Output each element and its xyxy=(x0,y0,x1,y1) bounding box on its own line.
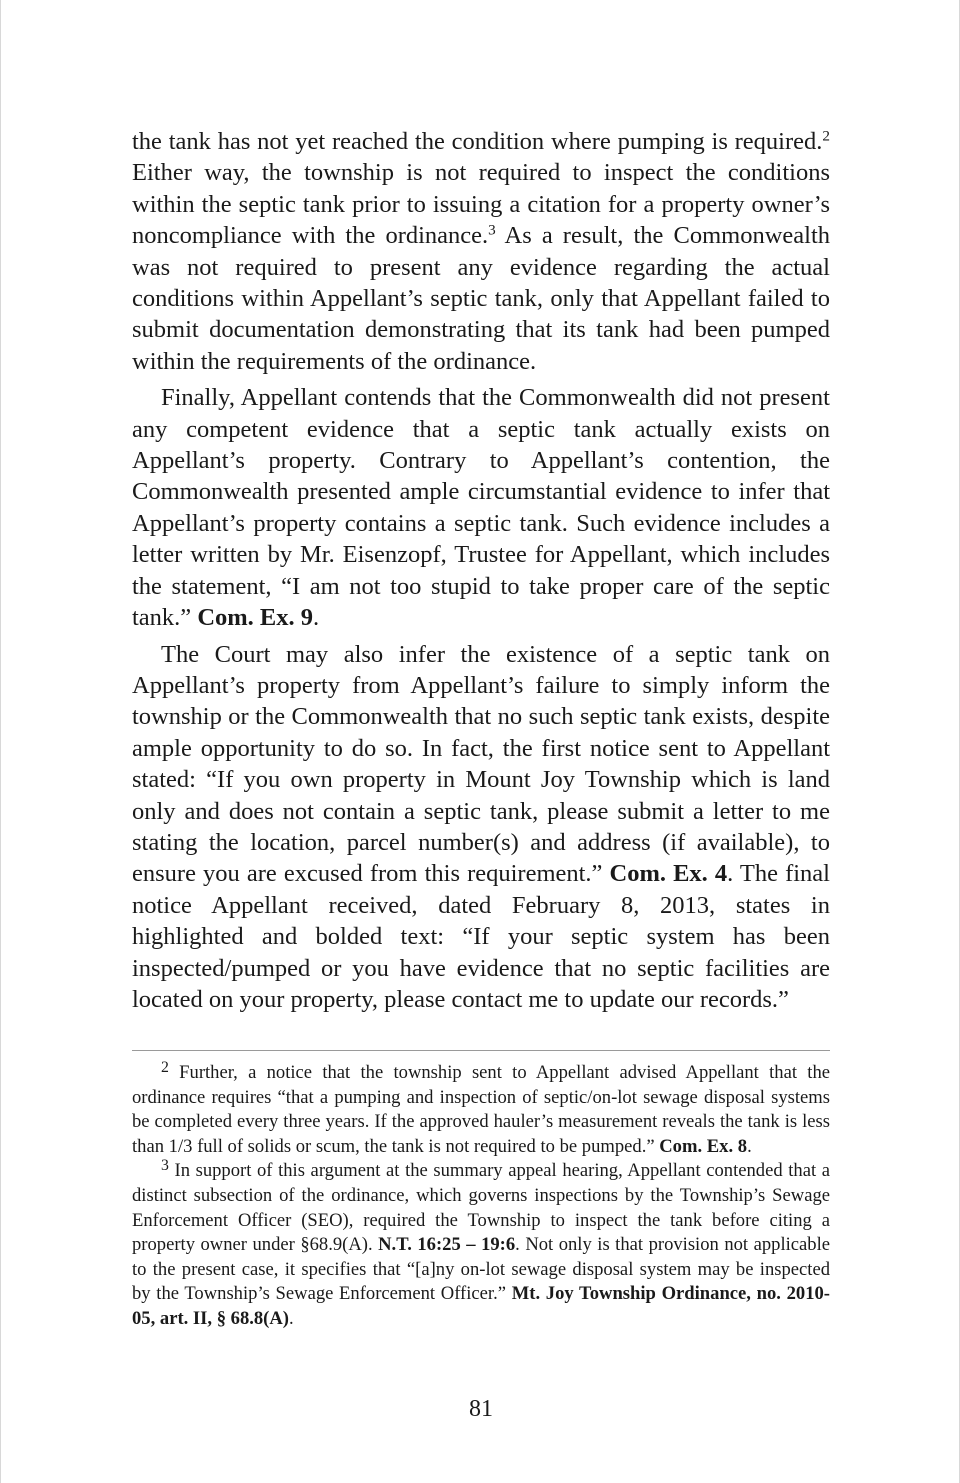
footnote-divider xyxy=(132,1050,830,1051)
paragraph-1-text-c: As a result, the Commonwealth was not required to present any evidence regarding the actual conditions within Appellant’s septic tank, only that Appellant failed to submit documentation demonstrating that its tank had been pumped within the requirements of the ordinance. xyxy=(132,222,831,375)
citation-com-ex-8: Com. Ex. 8 xyxy=(659,1135,748,1157)
citation-nt: N.T. 16:25 – 19:6 xyxy=(378,1234,516,1256)
paragraph-3 xyxy=(132,639,830,1016)
paragraph-2 xyxy=(132,382,830,633)
page-number: 81 xyxy=(469,1396,493,1422)
footnote-3-text-b: . Not only is that provision not applicable to the present case, it specifies that “[a]ny on-lot sewage disposal system may be inspected by the Township’s Sewage Enforcement Officer.” xyxy=(132,1234,830,1305)
paragraph-1-text-a: the tank has not yet reached the condition where pumping is required. xyxy=(132,128,823,155)
paragraph-2-text-a: Finally, Appellant contends that the Commonwealth did not present any competent evidence that a septic tank actually exists on Appellant’s property. Contrary to Appellant’s contention, the Commonwealth presented ample circumstantial evidence to infer that Appellant’s property contains a septic tank. Such evidence includes a letter written by Mr. Eisenzopf, Trustee for Appellant, which includes the statement, “I am not too stupid to take proper care of the septic tank.” xyxy=(132,384,830,632)
footnote-3-number: 3 xyxy=(161,1157,169,1175)
footnote-2-text-b: . xyxy=(747,1135,752,1157)
footnote-2-number: 2 xyxy=(161,1059,169,1076)
footnote-ref-2: 2 xyxy=(822,127,830,145)
paragraph-1-text-b: Either way, the township is not required to inspect the conditions within the septic tank prior to issuing a citation for a property owner’s noncompliance with the ordinance. xyxy=(132,159,830,250)
paragraph-3-text-a: The Court may also infer the existence of a septic tank on Appellant’s property from Appellant’s failure to simply inform the township or the Commonwealth that no such septic tank exists, despite ample opportunity to do so. In fact, the first notice sent to Appellant stated: “If you own property in Mount Joy Township which is land only and does not contain a septic tank, please submit a letter to me stating the location, parcel number(s) and address (if available), to ensure you are excused from this requirement.” xyxy=(132,640,830,888)
paragraph-3-text-b: . The final notice Appellant received, dated February 8, 2013, states in highlighted and bolded text: “If your septic system has been inspected/pumped or you have evidence that no septic facilities are located on your property, please contact me to update our records.” xyxy=(132,860,830,1013)
footnote-2 xyxy=(132,1061,830,1159)
citation-ordinance: Mt. Joy Township Ordinance, no. 2010-05, art. II, § 68.8(A) xyxy=(132,1283,830,1329)
citation-com-ex-4: Com. Ex. 4 xyxy=(609,860,728,888)
footnote-ref-3: 3 xyxy=(488,221,496,239)
paragraph-1 xyxy=(132,126,830,377)
citation-com-ex-9: Com. Ex. 9 xyxy=(197,604,314,632)
footnote-2-text-a: Further, a notice that the township sent to Appellant advised Appellant that the ordinance requires “that a pumping and inspection of septic/on-lot sewage disposal systems be completed every three years. If the approved hauler’s measurement reveals the tank is less than 1/3 full of solids or scum, the tank is not required to be pumped.” xyxy=(132,1062,830,1157)
body-text xyxy=(132,126,830,1020)
footnote-3 xyxy=(132,1159,830,1331)
paragraph-2-text-b: . xyxy=(313,604,320,632)
footnote-3-text-a: In support of this argument at the summary appeal hearing, Appellant contended that a distinct subsection of the ordinance, which governs inspections by the Township’s Sewage Enforcement Officer (SEO), required the Township to inspect the tank before citing a property owner under §68.9(A). xyxy=(132,1160,830,1256)
footnote-3-text-c: . xyxy=(289,1307,294,1329)
footnotes xyxy=(132,1061,830,1332)
